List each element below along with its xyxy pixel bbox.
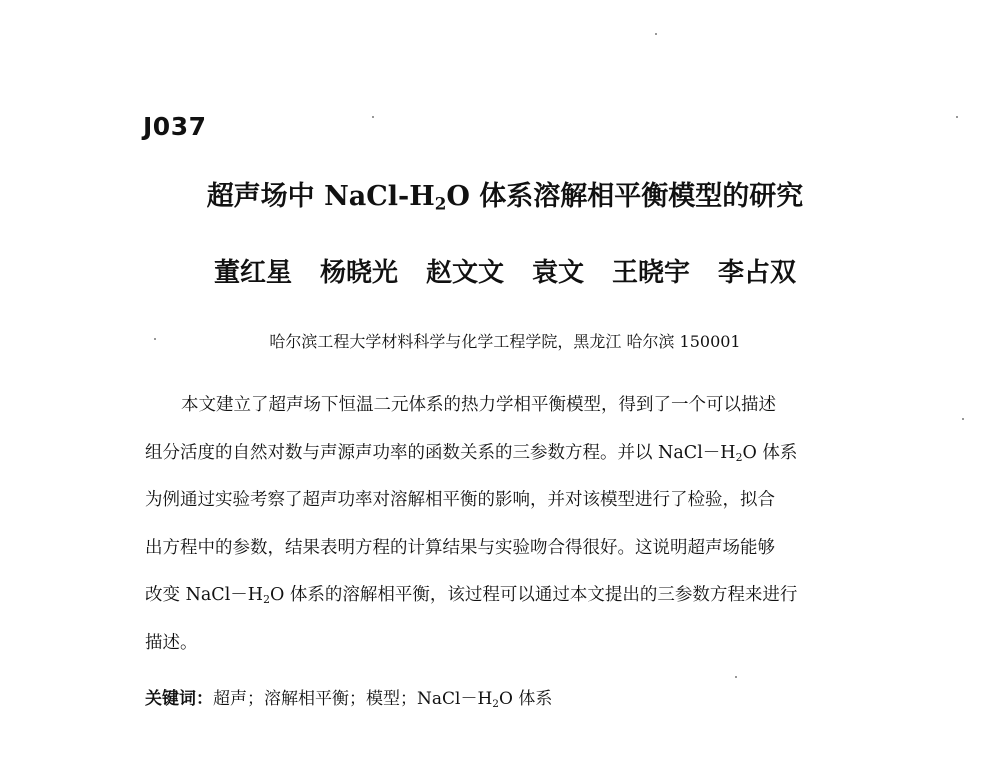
author-name: 杨晓光 — [319, 258, 398, 288]
abstract-line — [145, 572, 883, 620]
paper-code: J037 — [143, 112, 207, 141]
abstract-line-part: O 体系的溶解相平衡，该过程可以通过本文提出的三参数方程来进行 — [269, 585, 798, 605]
author-name: 赵文文 — [425, 258, 504, 288]
scan-speck — [962, 418, 964, 420]
title-part-1: 超声场中 NaCl-H — [206, 181, 435, 212]
title-part-2: O 体系溶解相平衡模型的研究 — [446, 181, 804, 212]
paper-title — [150, 174, 860, 213]
keywords-text: 超声；溶解相平衡；模型；NaCl－H — [213, 689, 493, 709]
author-name: 李占双 — [718, 258, 797, 288]
scan-speck — [655, 33, 657, 35]
author-name: 王晓宇 — [612, 258, 691, 288]
abstract-line-part: 组分活度的自然对数与声源声功率的函数关系的三参数方程。并以 NaCl－H — [145, 442, 736, 463]
scan-speck — [154, 338, 156, 340]
abstract-line-part: 改变 NaCl－H — [145, 585, 264, 605]
scan-speck — [735, 676, 737, 678]
scan-speck — [956, 116, 958, 118]
abstract-subscript: 2 — [735, 450, 743, 464]
abstract-line — [145, 430, 883, 478]
abstract-subscript: 2 — [263, 593, 270, 607]
abstract-line-part: O 体系 — [742, 442, 798, 463]
author-affiliation: 哈尔滨工程大学材料科学与化学工程学院，黑龙江 哈尔滨 150001 — [269, 332, 741, 351]
author-list — [150, 252, 860, 289]
keywords-label: 关键词： — [145, 689, 213, 709]
scan-speck — [372, 116, 374, 118]
abstract-body — [145, 382, 883, 667]
abstract-line: 为例通过实验考察了超声功率对溶解相平衡的影响，并对该模型进行了检验，拟合 — [145, 490, 775, 510]
author-name: 袁文 — [532, 258, 585, 288]
keywords-text-end: O 体系 — [498, 689, 553, 709]
abstract-line: 本文建立了超声场下恒温二元体系的热力学相平衡模型，得到了一个可以描述 — [181, 395, 776, 415]
author-name: 董红星 — [213, 258, 292, 288]
abstract-line: 描述。 — [145, 632, 198, 653]
keywords-line — [145, 684, 552, 709]
title-subscript: 2 — [434, 193, 447, 214]
keywords-subscript: 2 — [492, 697, 499, 710]
abstract-line: 出方程中的参数，结果表明方程的计算结果与实验吻合得很好。这说明超声场能够 — [145, 537, 775, 558]
